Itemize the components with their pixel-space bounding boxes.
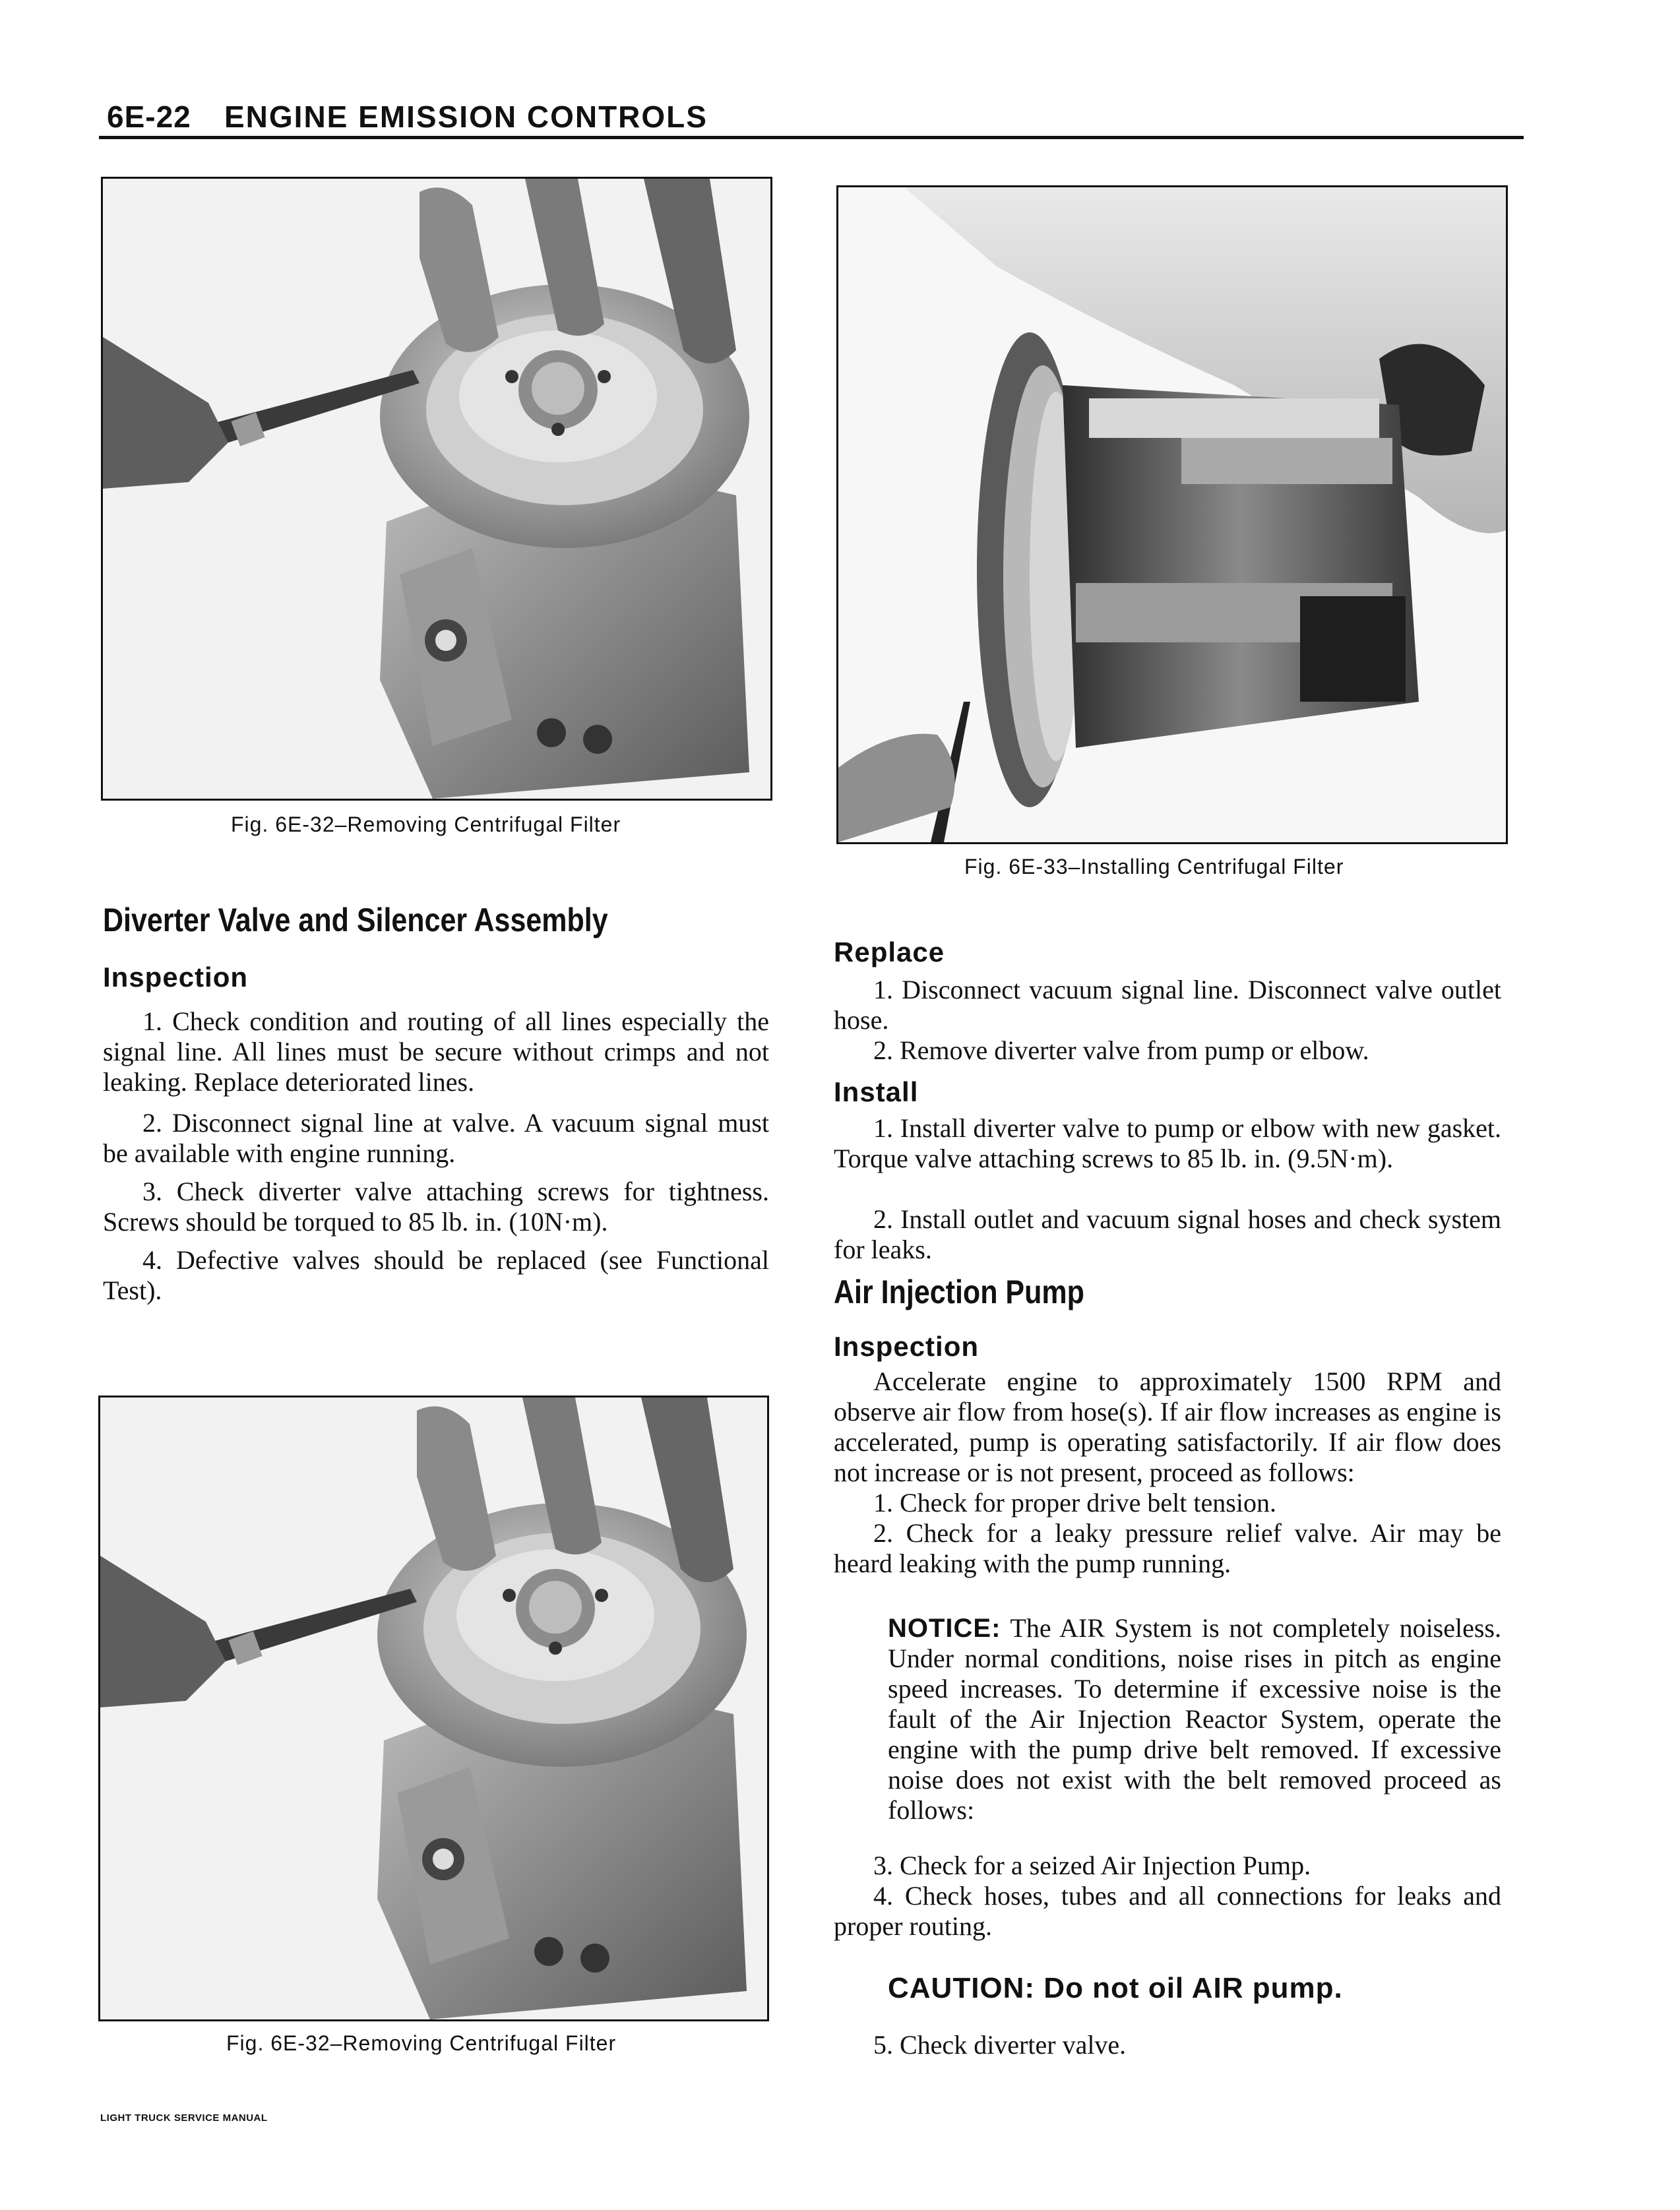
list-item: 4. Check hoses, tubes and all connections for leaks and proper routing. bbox=[834, 1881, 1501, 1941]
figure-installing-filter bbox=[836, 185, 1508, 844]
list-item: 5. Check diverter valve. bbox=[873, 2030, 1127, 2060]
notice-text: The AIR System is not completely noiseless. Under normal conditions, noise rises in pitch as engine speed increases. To determine if excessive noise is the fault of the Air Injection Reactor System, operate the engine with the pump drive belt removed. If excessive noise does not exist with the belt removed proceed as follows: bbox=[888, 1613, 1501, 1825]
subheading-inspection: Inspection bbox=[103, 962, 249, 993]
list-item: 2. Check for a leaky pressure relief valve. Air may be heard leaking with the pump running. bbox=[834, 1518, 1501, 1578]
list-item: 1. Install diverter valve to pump or elbow with new gasket. Torque valve attaching screws to 85 lb. in. (9.5N·m). bbox=[834, 1113, 1501, 1173]
notice-label: NOTICE: bbox=[888, 1614, 1001, 1643]
list-item: 3. Check for a seized Air Injection Pump. bbox=[873, 1851, 1311, 1880]
figure-removing-filter-top bbox=[101, 177, 772, 801]
subheading-inspection: Inspection bbox=[834, 1331, 980, 1362]
list-item: 2. Install outlet and vacuum signal hoses and check system for leaks. bbox=[834, 1204, 1501, 1264]
centrifugal-filter-photo bbox=[100, 1397, 767, 2019]
centrifugal-filter-photo bbox=[103, 179, 770, 799]
section-heading: Diverter Valve and Silencer Assembly bbox=[103, 902, 608, 938]
header-rule bbox=[99, 136, 1524, 139]
figure-caption: Fig. 6E-32–Removing Centrifugal Filter bbox=[231, 813, 621, 836]
pulley-installation-photo bbox=[838, 187, 1506, 842]
footer-text: LIGHT TRUCK SERVICE MANUAL bbox=[100, 2112, 268, 2124]
list-item: 4. Defective valves should be replaced (see Functional Test). bbox=[103, 1245, 769, 1305]
list-item: 3. Check diverter valve attaching screws for tightness. Screws should be torqued to 85 lb. in. (10N·m). bbox=[103, 1177, 769, 1237]
list-item: 2. Remove diverter valve from pump or elbow. bbox=[873, 1035, 1369, 1065]
notice-block bbox=[888, 1613, 1501, 1826]
page-number: 6E-22 bbox=[107, 100, 191, 134]
section-heading: Air Injection Pump bbox=[834, 1274, 1084, 1310]
subheading-replace: Replace bbox=[834, 936, 945, 967]
paragraph: Accelerate engine to approximately 1500 RPM and observe air flow from hose(s). If air flow increases as engine is accelerated, pump is operating satisfactorily. If air flow does not increase or is not present, proceed as follows: bbox=[834, 1366, 1501, 1487]
caution-text: CAUTION: Do not oil AIR pump. bbox=[888, 1972, 1343, 2004]
figure-caption: Fig. 6E-33–Installing Centrifugal Filter bbox=[964, 855, 1344, 878]
list-item: 1. Check for proper drive belt tension. bbox=[873, 1488, 1276, 1518]
subheading-install: Install bbox=[834, 1076, 919, 1107]
list-item: 1. Check condition and routing of all lines especially the signal line. All lines must be secure without crimps and not leaking. Replace deteriorated lines. bbox=[103, 1006, 769, 1097]
list-item: 2. Disconnect signal line at valve. A vacuum signal must be available with engine running. bbox=[103, 1108, 769, 1168]
figure-removing-filter-bottom bbox=[98, 1396, 769, 2021]
list-item: 1. Disconnect vacuum signal line. Disconnect valve outlet hose. bbox=[834, 975, 1501, 1035]
figure-caption: Fig. 6E-32–Removing Centrifugal Filter bbox=[226, 2031, 617, 2055]
section-title: ENGINE EMISSION CONTROLS bbox=[224, 100, 708, 134]
